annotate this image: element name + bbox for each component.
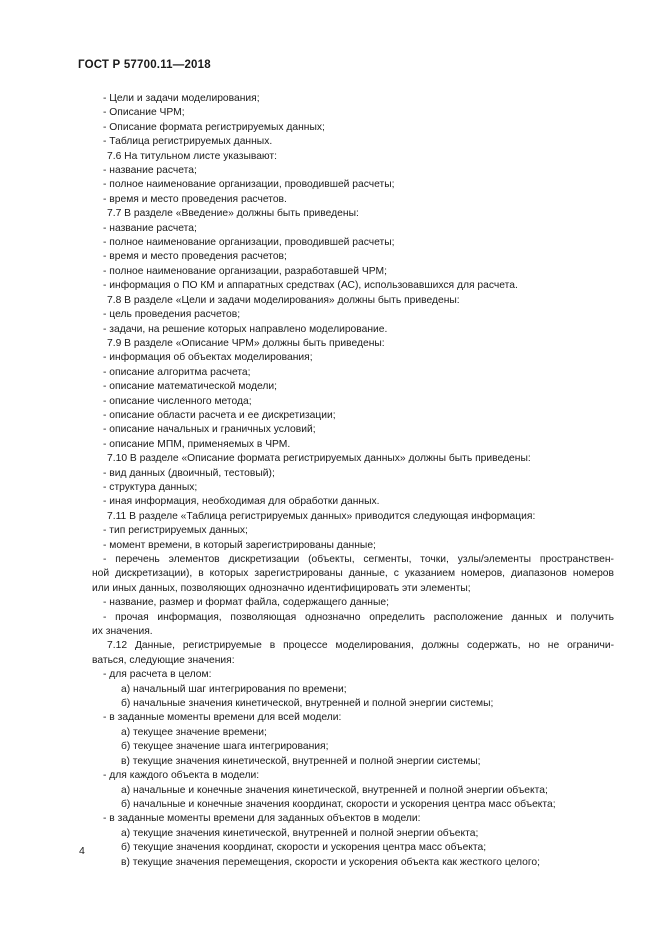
text-line: - полное наименование организации, проводившей расчеты; bbox=[103, 179, 395, 191]
text-line: в) текущие значения кинетической, внутренней и полной энергии системы; bbox=[121, 755, 481, 767]
text-line: - описание алгоритма расчета; bbox=[103, 366, 251, 378]
text-line: - полное наименование организации, проводившей расчеты; bbox=[103, 237, 395, 249]
text-line: - для каждого объекта в модели: bbox=[103, 770, 260, 782]
text-line: - в заданные моменты времени для всей модели: bbox=[103, 712, 342, 724]
text-line: - Описание формата регистрируемых данных; bbox=[103, 121, 325, 133]
text-line: - название, размер и формат файла, содержащего данные; bbox=[103, 597, 389, 609]
text-line: в) текущие значения перемещения, скорости и ускорения объекта как жесткого целого; bbox=[121, 856, 540, 868]
text-line: - описание МПМ, применяемых в ЧРМ. bbox=[103, 438, 291, 450]
text-line: ваться, следующие значения: bbox=[92, 654, 235, 666]
text-line: - структура данных; bbox=[103, 481, 198, 493]
text-line: - время и место проведения расчетов. bbox=[103, 193, 287, 205]
text-line: - прочая информация, позволяющая однозначно определить расположение данных и получить bbox=[103, 611, 614, 623]
text-line: б) начальные значения кинетической, внутренней и полной энергии системы; bbox=[121, 698, 494, 710]
text-line: - полное наименование организации, разработавшей ЧРМ; bbox=[103, 265, 387, 277]
text-line: - тип регистрируемых данных; bbox=[103, 525, 248, 537]
text-line: - момент времени, в который зарегистрированы данные; bbox=[103, 539, 376, 551]
text-line: б) начальные и конечные значения координат, скорости и ускорения центра масс объекта; bbox=[121, 798, 556, 810]
text-line: - описание математической модели; bbox=[103, 381, 277, 393]
text-line: 7.8 В разделе «Цели и задачи моделирования» должны быть приведены: bbox=[107, 294, 460, 306]
text-line: их значения. bbox=[92, 626, 153, 638]
text-line: 7.12 Данные, регистрируемые в процессе моделирования, должны содержать, но не ограничи- bbox=[107, 640, 614, 652]
text-line: б) текущие значения координат, скорости и ускорения центра масс объекта; bbox=[121, 842, 487, 854]
document-body bbox=[92, 92, 614, 870]
text-line: б) текущее значение шага интегрирования; bbox=[121, 741, 329, 753]
page-number: 4 bbox=[79, 845, 85, 857]
text-line: а) текущее значение времени; bbox=[121, 726, 267, 738]
text-line: - в заданные моменты времени для заданных объектов в модели: bbox=[103, 813, 421, 825]
text-line: - описание начальных и граничных условий; bbox=[103, 424, 316, 436]
text-line: - Цели и задачи моделирования; bbox=[103, 93, 260, 104]
text-line: а) начальные и конечные значения кинетической, внутренней и полной энергии объекта; bbox=[121, 784, 548, 796]
text-line: - название расчета; bbox=[103, 165, 197, 177]
text-line: - для расчета в целом: bbox=[103, 669, 212, 681]
text-line: - иная информация, необходимая для обработки данных. bbox=[103, 496, 380, 508]
text-line: - информация о ПО КМ и аппаратных средствах (АС), использовавшихся для расчета. bbox=[103, 280, 518, 292]
text-line: а) начальный шаг интегрирования по времени; bbox=[121, 683, 347, 695]
text-line: - задачи, на решение которых направлено моделирование. bbox=[103, 323, 388, 335]
text-line: - время и место проведения расчетов; bbox=[103, 251, 287, 263]
text-line: - описание области расчета и ее дискретизации; bbox=[103, 409, 336, 421]
text-line: или иных данных, позволяющих однозначно идентифицировать эти элементы; bbox=[92, 582, 471, 594]
text-line: 7.11 В разделе «Таблица регистрируемых данных» приводится следующая информация: bbox=[107, 510, 536, 522]
document-header: ГОСТ Р 57700.11—2018 bbox=[78, 59, 211, 71]
text-line: ной дискретизации), в которых зарегистрированы данные, с указанием номеров, диапазонов номеров bbox=[92, 568, 614, 580]
text-line: 7.6 На титульном листе указывают: bbox=[107, 150, 278, 162]
text-line: а) текущие значения кинетической, внутренней и полной энергии объекта; bbox=[121, 827, 479, 839]
text-line: - Описание ЧРМ; bbox=[103, 107, 185, 119]
text-line: 7.10 В разделе «Описание формата регистрируемых данных» должны быть приведены: bbox=[107, 453, 531, 465]
text-line: - Таблица регистрируемых данных. bbox=[103, 136, 273, 148]
text-line: - описание численного метода; bbox=[103, 395, 252, 407]
text-line: - название расчета; bbox=[103, 222, 197, 234]
text-line: 7.9 В разделе «Описание ЧРМ» должны быть приведены: bbox=[107, 337, 385, 349]
text-line: - цель проведения расчетов; bbox=[103, 309, 241, 321]
text-line: - перечень элементов дискретизации (объекты, сегменты, точки, узлы/элементы пространствен- bbox=[103, 554, 614, 565]
text-line: - информация об объектах моделирования; bbox=[103, 352, 313, 364]
text-line: - вид данных (двоичный, тестовый); bbox=[103, 467, 275, 479]
text-line: 7.7 В разделе «Введение» должны быть приведены: bbox=[107, 208, 359, 220]
